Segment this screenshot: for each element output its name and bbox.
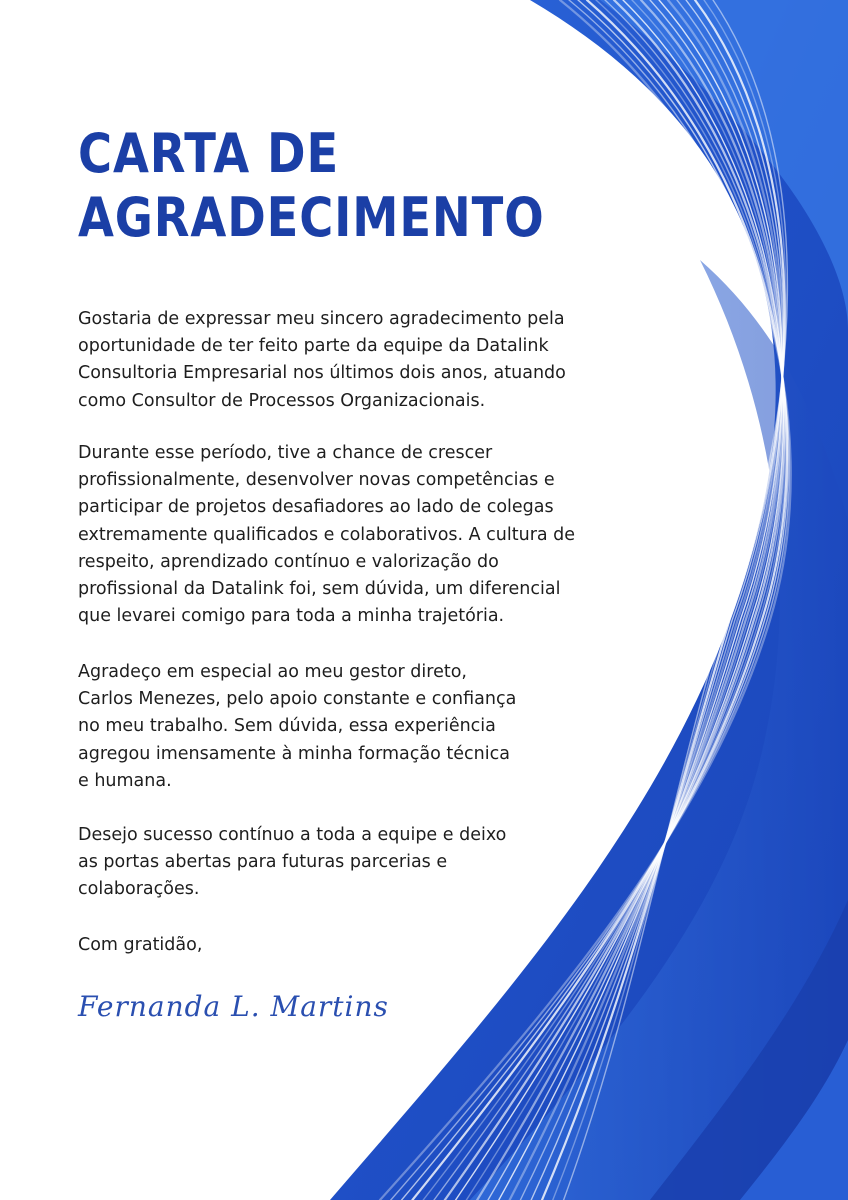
signature: Fernanda L. Martins [78, 990, 389, 1023]
paragraph-1: Gostaria de expressar meu sincero agradecimento pela oportunidade de ter feito parte da equipe da Datalink Consultoria Empresarial nos últimos dois anos, atuando como Consultor de Processos Organizacionais. [78, 309, 566, 411]
letter-title [78, 122, 545, 250]
paragraph-2: Durante esse período, tive a chance de crescer profissionalmente, desenvolver novas competências e participar de projetos desafiadores ao lado de colegas extremamente qualificados e colaborativos. A cultura de respeito, aprendizado contínuo e valorização do profissional da Datalink foi, sem dúvida, um diferencial que levarei comigo para toda a minha trajetória. [78, 443, 576, 627]
paragraph-4: Desejo sucesso contínuo a toda a equipe e deixo as portas abertas para futuras parcerias e colaborações. [78, 825, 507, 900]
closing-line: Com gratidão, [78, 935, 203, 955]
title-line-2: AGRADECIMENTO [78, 186, 545, 249]
paragraph-3: Agradeço em especial ao meu gestor direto, Carlos Menezes, pelo apoio constante e confiança no meu trabalho. Sem dúvida, essa experiência agregou imensamente à minha formação técnica e humana. [78, 662, 517, 791]
title-line-1: CARTA DE [78, 122, 340, 185]
